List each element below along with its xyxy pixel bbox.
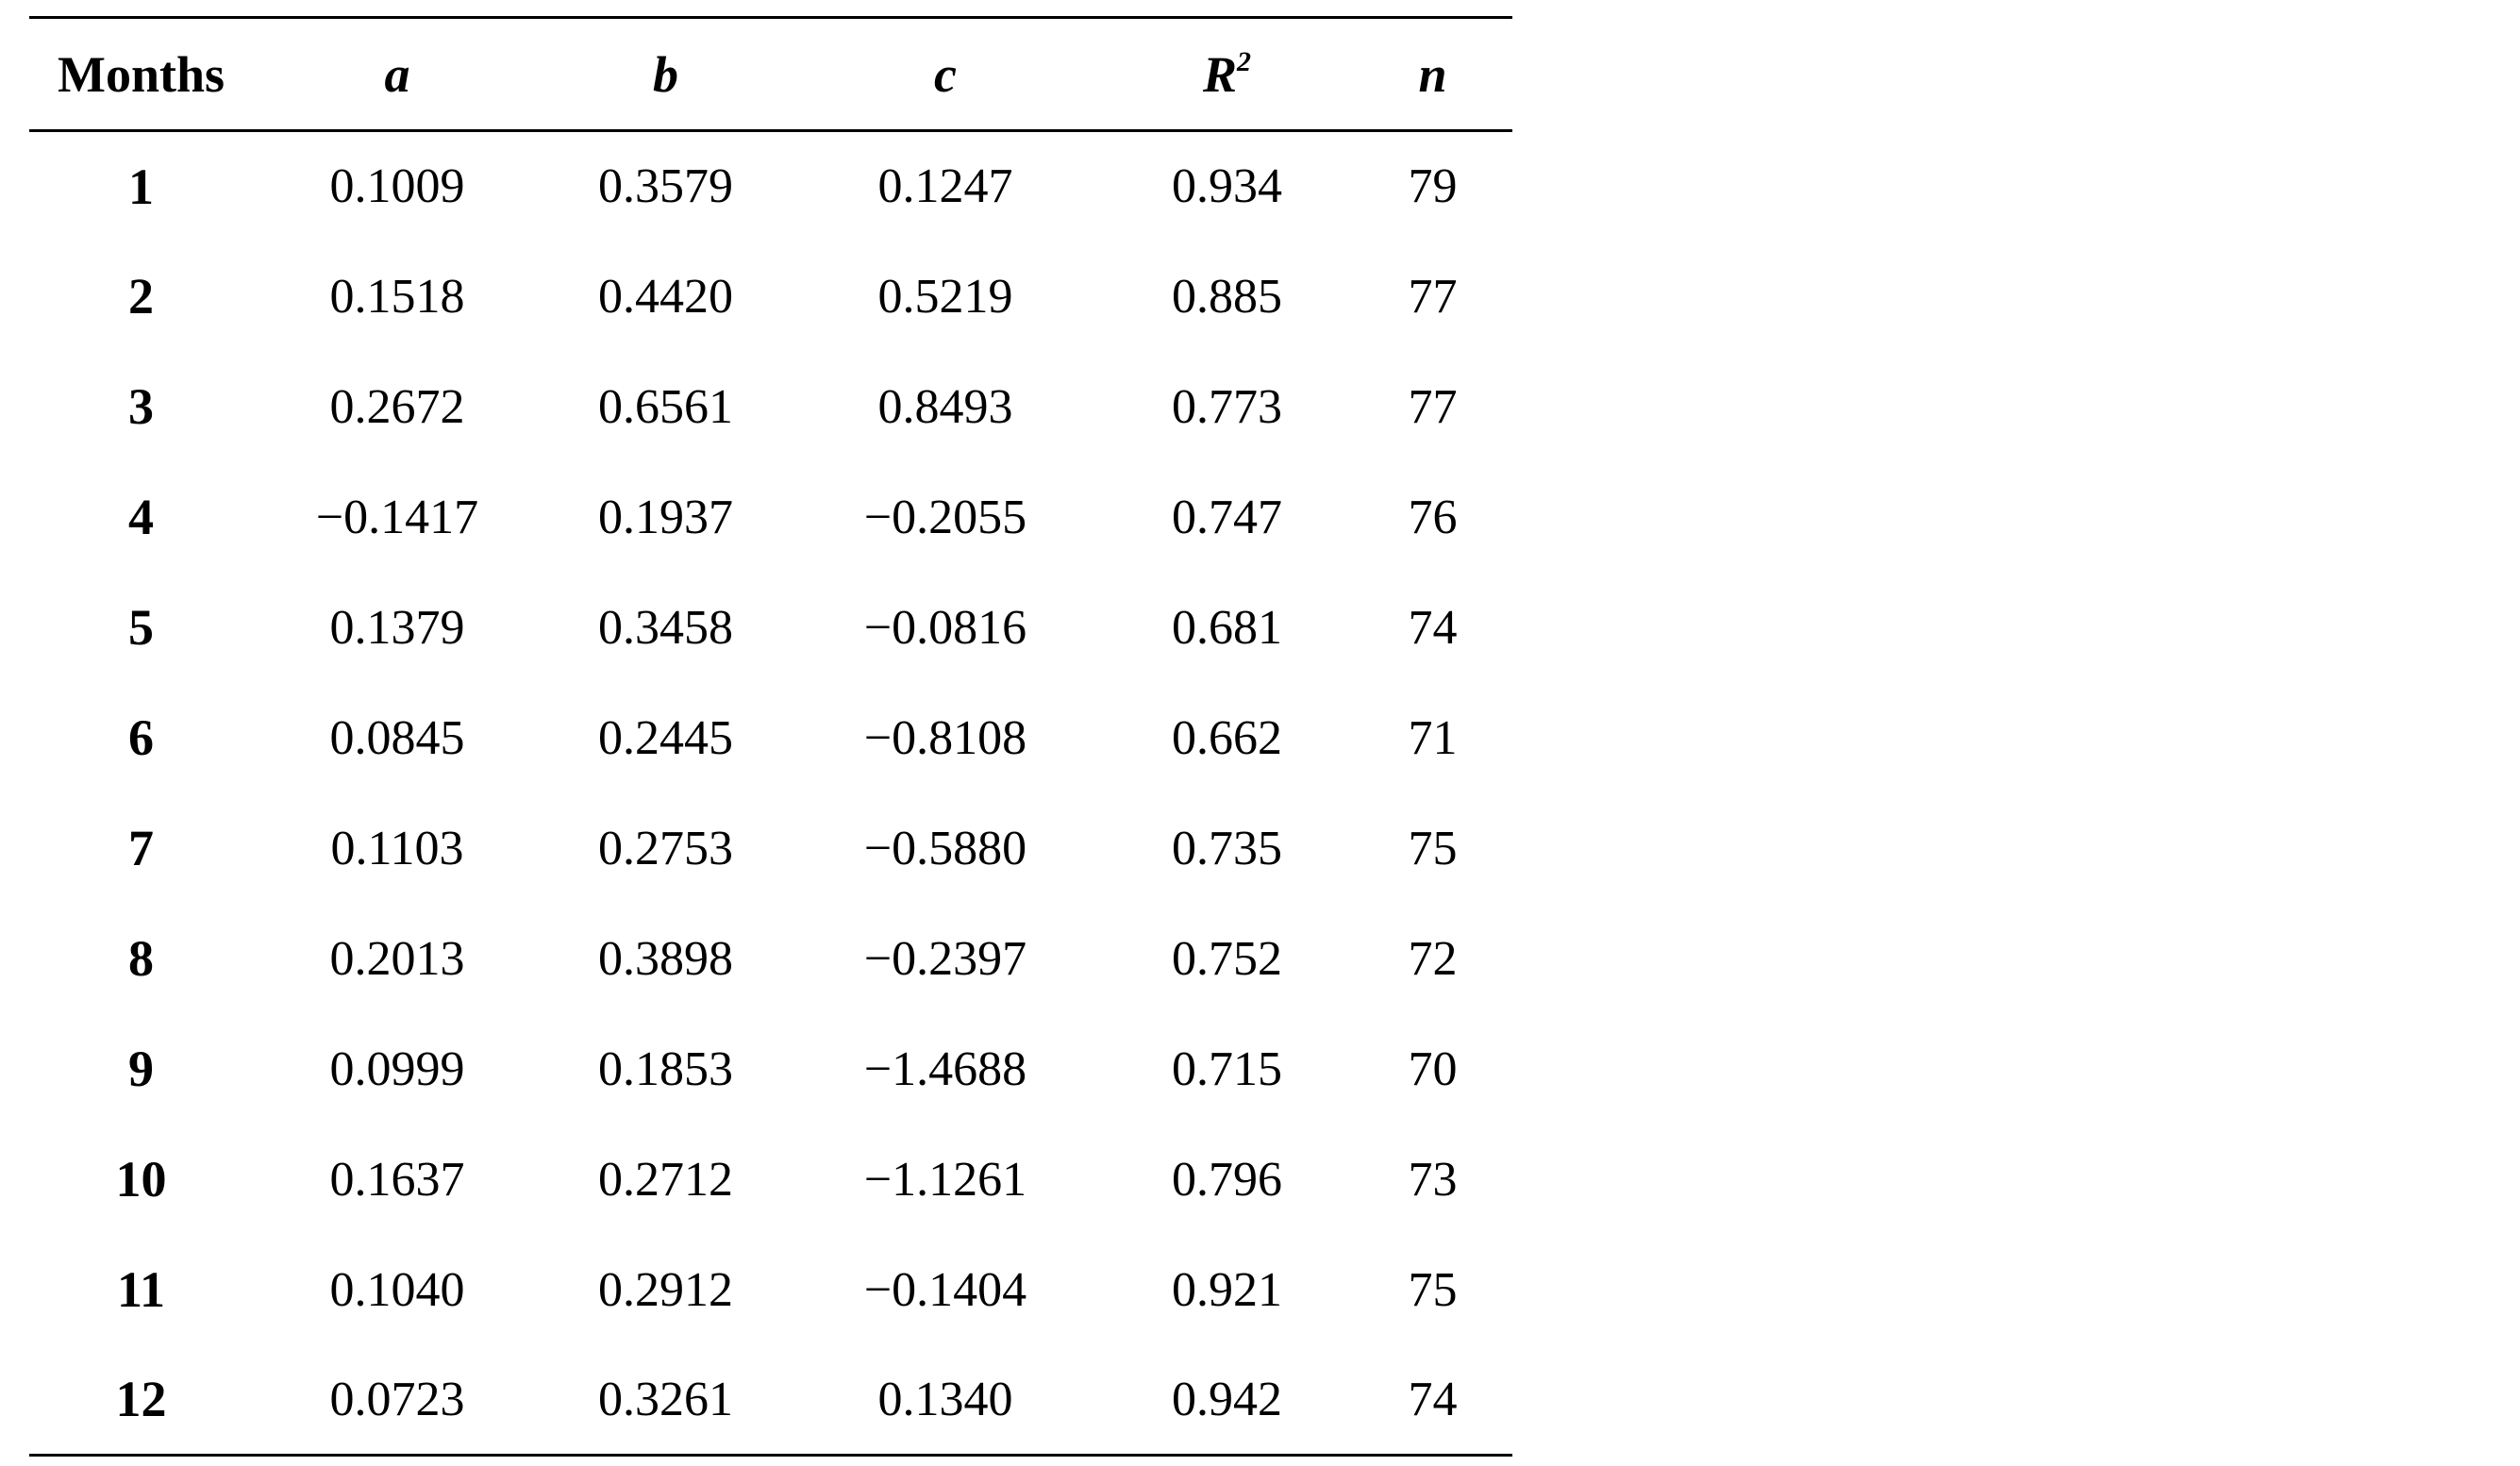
cell-a: 0.2013 (329, 931, 465, 986)
cell-a: 0.0723 (253, 1345, 542, 1456)
cell-n: 76 (1408, 490, 1458, 544)
table-row (29, 462, 1512, 573)
header-n: n (1353, 18, 1512, 131)
cell-n: 79 (1408, 159, 1458, 214)
table-row (29, 683, 1512, 793)
cell-month: 1 (128, 158, 154, 215)
cell-month: 11 (116, 1261, 166, 1318)
cell-c: −0.8108 (863, 710, 1027, 765)
cell-month: 8 (128, 930, 154, 987)
cell-month: 2 (128, 268, 154, 325)
header-row (29, 18, 1512, 131)
cell-r-squared: 0.934 (1172, 159, 1282, 214)
cell-b: 0.2445 (598, 710, 733, 765)
cell-n: 74 (1408, 600, 1458, 655)
cell-month: 7 (128, 820, 154, 876)
regression-coefficients-table (29, 16, 1512, 1457)
header-c: c (790, 18, 1101, 131)
cell-c: −1.4688 (863, 1041, 1027, 1096)
cell-b: 0.2912 (598, 1262, 733, 1317)
cell-c: 0.1247 (877, 159, 1013, 214)
table-row (29, 1014, 1512, 1124)
cell-month: 3 (128, 378, 154, 435)
cell-b: 0.1937 (598, 490, 733, 544)
table-row (29, 242, 1512, 352)
cell-r-squared: 0.921 (1172, 1262, 1282, 1317)
cell-a: 0.1009 (329, 159, 465, 214)
cell-r-squared: 0.715 (1172, 1041, 1282, 1096)
cell-n: 74 (1353, 1345, 1512, 1456)
table-row (29, 352, 1512, 462)
cell-r-squared: 0.773 (1172, 379, 1282, 434)
table-body (29, 131, 1512, 1456)
cell-c: −1.1261 (863, 1152, 1027, 1207)
cell-a: 0.0845 (329, 710, 465, 765)
cell-b: 0.3458 (598, 600, 733, 655)
table-row (29, 131, 1512, 242)
cell-month: 6 (128, 709, 154, 766)
cell-month: 12 (29, 1345, 253, 1456)
cell-r-squared: 0.942 (1101, 1345, 1353, 1456)
table-row (29, 1124, 1512, 1235)
cell-n: 73 (1408, 1152, 1458, 1207)
cell-b: 0.1853 (598, 1041, 733, 1096)
cell-c: −0.0816 (863, 600, 1027, 655)
cell-a: 0.1379 (329, 600, 465, 655)
cell-r-squared: 0.885 (1172, 269, 1282, 324)
cell-c: 0.1340 (790, 1345, 1101, 1456)
cell-r-squared: 0.681 (1172, 600, 1282, 655)
cell-b: 0.6561 (598, 379, 733, 434)
table-row (29, 1235, 1512, 1345)
header-r-squared-base: R (1202, 45, 1238, 103)
cell-n: 72 (1408, 931, 1458, 986)
cell-r-squared: 0.735 (1172, 821, 1282, 875)
cell-n: 77 (1408, 269, 1458, 324)
cell-n: 77 (1408, 379, 1458, 434)
header-r-squared (1101, 18, 1353, 131)
cell-r-squared: 0.752 (1172, 931, 1282, 986)
cell-c: −0.1404 (863, 1262, 1027, 1317)
cell-a: 0.0999 (329, 1041, 465, 1096)
cell-month: 4 (128, 489, 154, 545)
cell-r-squared: 0.796 (1172, 1152, 1282, 1207)
table-header (29, 18, 1512, 131)
cell-b: 0.4420 (598, 269, 733, 324)
regression-table-container (29, 16, 1512, 1457)
cell-n: 75 (1408, 821, 1458, 875)
header-b: b (542, 18, 790, 131)
cell-a: 0.1040 (329, 1262, 465, 1317)
header-r-squared-exponent: 2 (1237, 45, 1252, 77)
cell-n: 75 (1408, 1262, 1458, 1317)
cell-c: −0.2397 (863, 931, 1027, 986)
cell-b: 0.2753 (598, 821, 733, 875)
cell-a: 0.1518 (329, 269, 465, 324)
table-row (29, 1345, 1512, 1456)
cell-c: −0.2055 (863, 490, 1027, 544)
cell-month: 5 (128, 599, 154, 656)
cell-b: 0.2712 (598, 1152, 733, 1207)
table-row (29, 573, 1512, 683)
cell-n: 71 (1408, 710, 1458, 765)
cell-n: 70 (1408, 1041, 1458, 1096)
cell-b: 0.3261 (542, 1345, 790, 1456)
table-row (29, 904, 1512, 1014)
header-a: a (253, 18, 542, 131)
header-months: Months (29, 18, 253, 131)
table-row (29, 793, 1512, 904)
cell-month: 10 (115, 1151, 167, 1208)
cell-a: −0.1417 (315, 490, 479, 544)
cell-b: 0.3579 (598, 159, 733, 214)
cell-month: 9 (128, 1041, 154, 1097)
cell-r-squared: 0.747 (1172, 490, 1282, 544)
cell-a: 0.1637 (329, 1152, 465, 1207)
cell-c: 0.8493 (877, 379, 1013, 434)
cell-a: 0.1103 (330, 821, 464, 875)
cell-c: −0.5880 (863, 821, 1027, 875)
cell-a: 0.2672 (329, 379, 465, 434)
cell-c: 0.5219 (877, 269, 1013, 324)
cell-b: 0.3898 (598, 931, 733, 986)
cell-r-squared: 0.662 (1172, 710, 1282, 765)
